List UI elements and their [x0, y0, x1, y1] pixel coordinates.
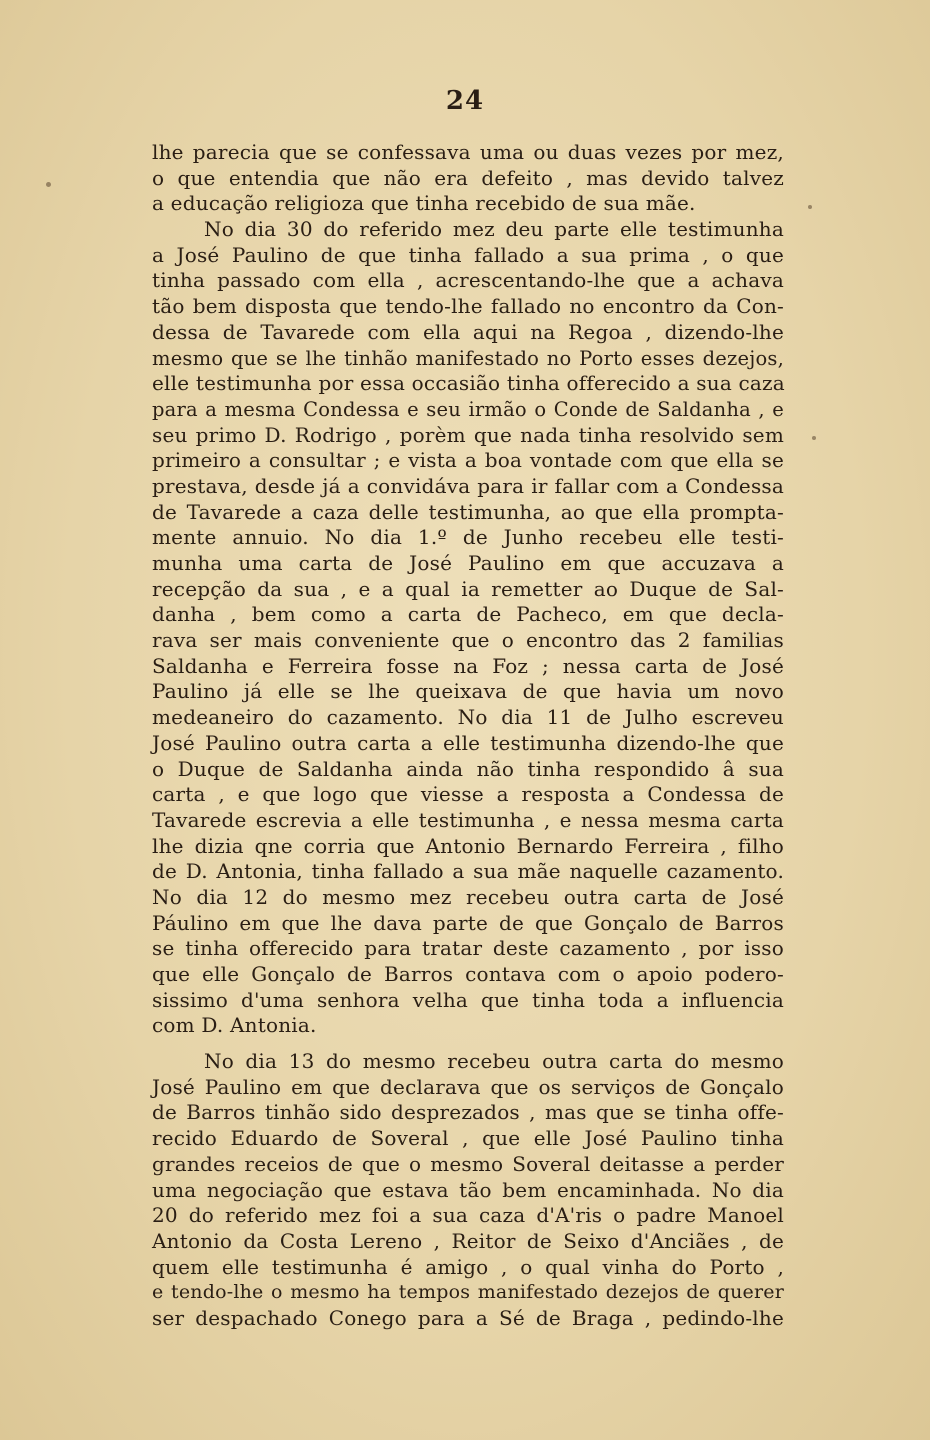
- text-line: de Barros tinhão sido desprezados , mas que se tinha offe-: [152, 1100, 784, 1125]
- text-line: rava ser mais conveniente que o encontro das 2 familias: [152, 628, 784, 653]
- text-line: recido Eduardo de Soveral , que elle José Paulino tinha: [152, 1126, 784, 1151]
- paper-speck: [46, 182, 51, 187]
- text-line: sissimo d'uma senhora velha que tinha toda a influencia: [152, 987, 784, 1012]
- text-line: a educação religioza que tinha recebido de sua mãe.: [152, 191, 696, 216]
- text-line: recepção da sua , e a qual ia remetter ao Duque de Sal-: [152, 576, 784, 601]
- text-line: No dia 30 do referido mez deu parte elle testimunha: [204, 217, 784, 242]
- text-line: ser despachado Conego para a Sé de Braga , pedindo-lhe: [152, 1305, 784, 1330]
- text-line: mesmo que se lhe tinhão manifestado no Porto esses dezejos,: [152, 346, 784, 370]
- text-line: medeaneiro do cazamento. No dia 11 de Julho escreveu: [152, 705, 784, 730]
- paragraph-3: [152, 1049, 784, 1332]
- text-line: carta , e que logo que viesse a resposta a Condessa de: [152, 782, 784, 807]
- text-line: com D. Antonia.: [152, 1013, 317, 1038]
- text-line: lhe dizia qne corria que Antonio Bernardo Ferreira , filho: [152, 833, 784, 858]
- paragraph-2: [152, 217, 784, 1039]
- text-line: prestava, desde já a convidáva para ir fallar com a Condessa: [152, 473, 784, 498]
- text-line: de Tavarede a caza delle testimunha, ao que ella prompta-: [152, 499, 784, 524]
- text-line: dessa de Tavarede com ella aqui na Regoa , dizendo-lhe: [152, 319, 784, 344]
- text-line: e tendo-lhe o mesmo ha tempos manifestado dezejos de querer: [152, 1281, 784, 1304]
- text-line: José Paulino em que declarava que os serviços de Gonçalo: [152, 1074, 784, 1099]
- text-line: Paulino já elle se lhe queixava de que havia um novo: [152, 679, 784, 704]
- text-line: José Paulino outra carta a elle testimunha dizendo-lhe que: [152, 730, 784, 755]
- text-line: tão bem disposta que tendo-lhe fallado no encontro da Con-: [152, 294, 784, 319]
- text-line: elle testimunha por essa occasião tinha offerecido a sua caza: [152, 371, 785, 396]
- text-line: Tavarede escrevia a elle testimunha , e nessa mesma carta: [152, 807, 784, 832]
- text-line: seu primo D. Rodrigo , porèm que nada tinha resolvido sem: [152, 422, 784, 447]
- text-line: de D. Antonia, tinha fallado a sua mãe naquelle cazamento.: [152, 859, 784, 884]
- text-line: que elle Gonçalo de Barros contava com o apoio podero-: [152, 962, 784, 986]
- paper-speck: [808, 205, 812, 209]
- text-line: danha , bem como a carta de Pacheco, em que decla-: [152, 602, 784, 627]
- text-line: se tinha offerecido para tratar deste cazamento , por isso: [152, 936, 784, 961]
- text-line: o Duque de Saldanha ainda não tinha respondido â sua: [152, 756, 784, 781]
- text-line: mente annuio. No dia 1.º de Junho recebeu elle testi-: [152, 525, 784, 550]
- paper-speck: [812, 436, 816, 440]
- text-line: No dia 13 do mesmo recebeu outra carta do mesmo: [204, 1049, 784, 1074]
- text-line: Páulino em que lhe dava parte de que Gonçalo de Barros: [152, 910, 784, 935]
- page-number: 24: [445, 86, 485, 116]
- text-line: Antonio da Costa Lereno , Reitor de Seixo d'Anciães , de: [152, 1228, 784, 1253]
- text-line: No dia 12 do mesmo mez recebeu outra carta de José: [152, 884, 784, 909]
- text-line: para a mesma Condessa e seu irmão o Conde de Saldanha , e: [152, 397, 784, 421]
- text-line: Saldanha e Ferreira fosse na Foz ; nessa carta de José: [152, 653, 784, 678]
- text-line: lhe parecia que se confessava uma ou duas vezes por mez,: [152, 140, 784, 164]
- body-text: [152, 140, 784, 1332]
- text-line: tinha passado com ella , acrescentando-lhe que a achava: [152, 268, 784, 293]
- paragraph-1: [152, 140, 784, 217]
- text-line: primeiro a consultar ; e vista a boa vontade com que ella se: [152, 448, 784, 473]
- text-line: uma negociação que estava tão bem encaminhada. No dia: [152, 1177, 784, 1202]
- text-line: o que entendia que não era defeito , mas devido talvez: [152, 165, 784, 190]
- text-line: a José Paulino de que tinha fallado a sua prima , o que: [152, 242, 784, 267]
- text-line: munha uma carta de José Paulino em que accuzava a: [152, 551, 784, 575]
- text-line: grandes receios de que o mesmo Soveral deitasse a perder: [152, 1151, 784, 1176]
- text-line: 20 do referido mez foi a sua caza d'A'ris o padre Manoel: [152, 1203, 784, 1228]
- text-line: quem elle testimunha é amigo , o qual vinha do Porto ,: [152, 1254, 784, 1279]
